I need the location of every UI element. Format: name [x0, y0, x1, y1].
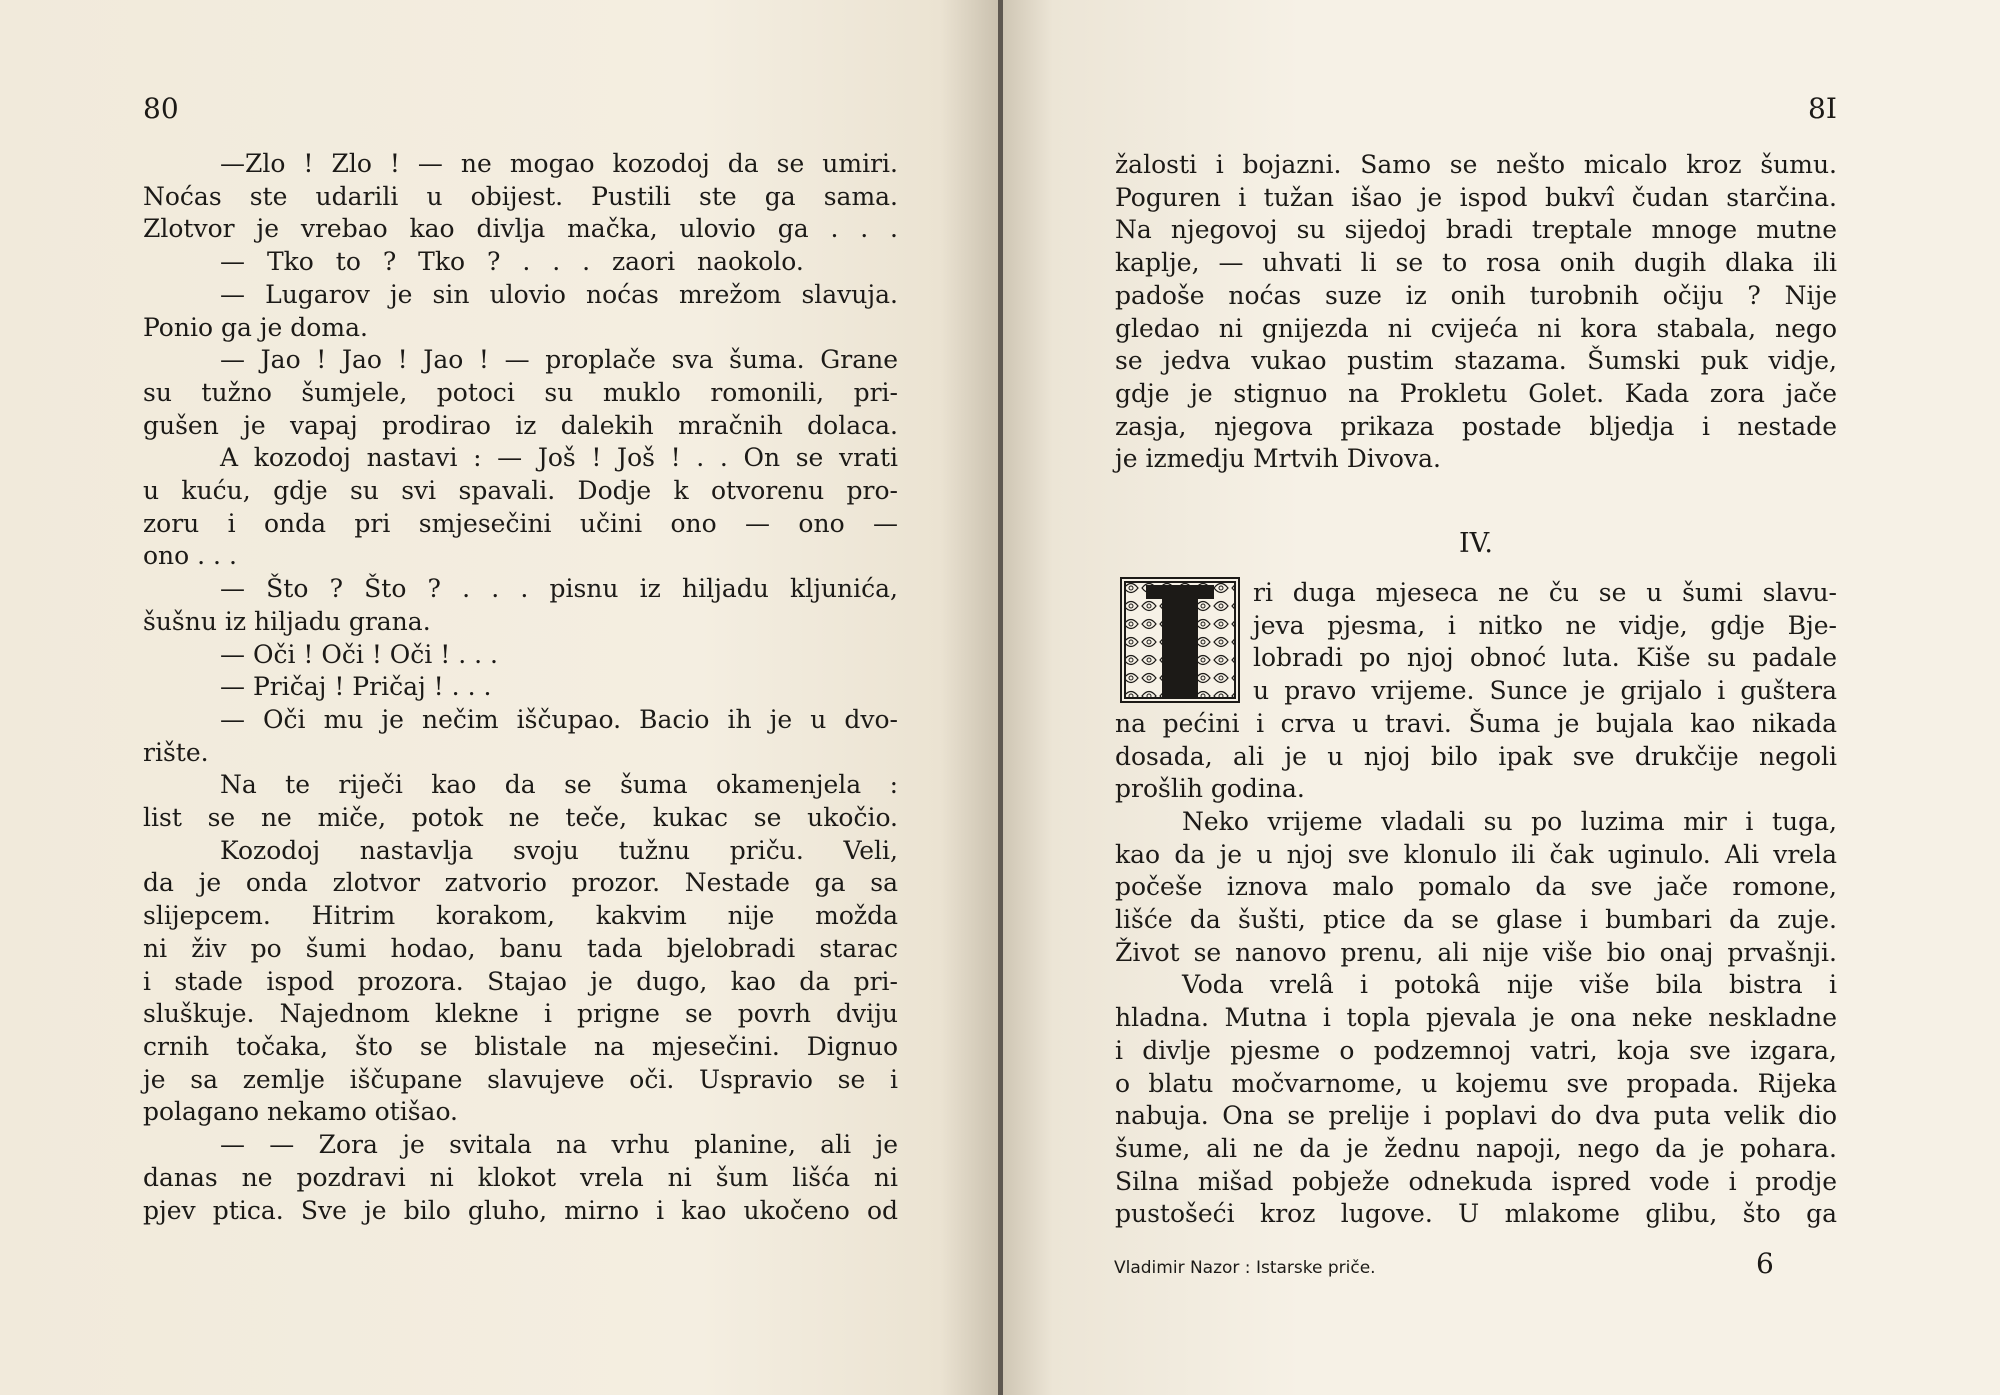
text-line: je sa zemlje iščupane slavujeve oči. Uspravio se i: [143, 1064, 898, 1094]
text-line: — Jao ! Jao ! Jao ! — proplače sva šuma. Grane: [220, 345, 898, 375]
text-line: Na te riječi kao da se šuma okamenjela :: [220, 770, 898, 800]
text-line: —Zlo ! Zlo ! — ne mogao kozodoj da se umiri.: [220, 149, 898, 178]
text-line: Ponio ga je doma.: [143, 312, 368, 342]
text-line: Kozodoj nastavlja svoju tužnu priču. Veli,: [220, 835, 898, 865]
text-line: jeva pjesma, i nitko ne vidje, gdje Bje-: [1253, 610, 1837, 640]
signature-mark: 6: [1756, 1247, 1774, 1280]
text-line: padoše noćas suze iz onih turobnih očiju ? Nije: [1115, 280, 1837, 310]
text-line: kao da je u njoj sve klonulo ili čak uginulo. Ali vrela: [1115, 839, 1837, 869]
text-line: Život se nanovo prenu, ali nije više bio onaj prvašnji.: [1115, 937, 1837, 967]
text-line: — Što ? Što ? . . . pisnu iz hiljadu kljunića,: [220, 574, 898, 604]
text-line: Silna mišad pobježe odnekuda ispred vode i prodje: [1115, 1166, 1837, 1196]
text-line: u pravo vrijeme. Sunce je grijalo i guštera: [1253, 676, 1837, 706]
text-line: i divlje pjesme o podzemnoj vatri, koja sve izgara,: [1115, 1035, 1837, 1065]
text-line: slijepcem. Hitrim korakom, kakvim nije možda: [143, 901, 898, 931]
text-line: Poguren i tužan išao je ispod bukvî čudan starčina.: [1115, 182, 1837, 212]
text-line: šušnu iz hiljadu grana.: [143, 606, 431, 636]
text-line: danas ne pozdravi ni klokot vrela ni šum lišća ni: [143, 1162, 898, 1192]
text-line: pjev ptica. Sve je bilo gluho, mirno i kao ukočeno od: [143, 1195, 898, 1225]
page-number-right: 8I: [1808, 92, 1837, 125]
text-line: nabuja. Ona se prelije i poplavi do dva puta velik dio: [1115, 1101, 1837, 1131]
text-line: u kuću, gdje su svi spavali. Dodje k otvorenu pro-: [143, 476, 898, 506]
text-line: — Oči ! Oči ! Oči ! . . .: [220, 639, 498, 669]
text-line: crnih točaka, što se blistale na mjesečini. Dignuo: [143, 1031, 898, 1061]
text-line: žalosti i bojazni. Samo se nešto micalo kroz šumu.: [1115, 150, 1837, 179]
text-line: Noćas ste udarili u obijest. Pustili ste ga sama.: [143, 181, 898, 211]
text-line: Zlotvor je vrebao kao divlja mačka, ulovio ga . . .: [143, 214, 898, 244]
text-line: lobradi po njoj obnoć luta. Kiše su padale: [1253, 643, 1837, 673]
text-line: se jedva vukao pustim stazama. Šumski puk vidje,: [1115, 346, 1837, 376]
chapter-heading: IV.: [1458, 528, 1494, 559]
text-line: o blatu močvarnome, u kojemu sve propada. Rijeka: [1115, 1068, 1837, 1098]
text-line: prošlih godina.: [1115, 774, 1305, 804]
text-line: — — Zora je svitala na vrhu planine, ali je: [220, 1130, 898, 1160]
text-line: — Tko to ? Tko ? . . . zaori naokolo.: [220, 247, 804, 277]
decorated-initial-letter: [1120, 577, 1240, 703]
text-line: list se ne miče, potok ne teče, kukac se ukočio.: [143, 803, 898, 833]
text-line: polagano nekamo otišao.: [143, 1097, 459, 1127]
text-line: dosada, ali je u njoj bilo ipak sve drukčije negoli: [1115, 741, 1837, 771]
text-line: ono . . .: [143, 541, 237, 571]
text-line: lišće da šušti, ptice da se glase i bumbari da zuje.: [1115, 905, 1837, 935]
text-line: Na njegovoj su sijedoj bradi treptale mnoge mutne: [1115, 215, 1837, 245]
text-line: kaplje, — uhvati li se to rosa onih dugih dlaka ili: [1115, 248, 1837, 278]
left-page-text: [143, 148, 898, 1227]
text-line: zoru i onda pri smjesečini učini ono — ono —: [143, 508, 898, 538]
book-title-footer: Vladimir Nazor : Istarske priče.: [1114, 1258, 1376, 1278]
text-line: ni živ po šumi hodao, banu tada bjelobradi starac: [143, 933, 898, 963]
text-line: počeše iznova malo pomalo da sve jače romone,: [1115, 872, 1837, 902]
text-line: zasja, njegova prikaza postade bljedja i nestade: [1115, 411, 1837, 441]
text-line: gledao ni gnijezda ni cvijeća ni kora stabala, nego: [1115, 313, 1837, 343]
text-line: sluškuje. Najednom klekne i prigne se povrh dviju: [143, 999, 898, 1029]
text-line: Voda vrelâ i potokâ nije više bila bistra i: [1182, 970, 1837, 1000]
text-line: gušen je vapaj prodirao iz dalekih mračnih dolaca.: [143, 410, 898, 440]
text-line: gdje je stignuo na Prokletu Golet. Kada zora jače: [1115, 378, 1837, 408]
text-line: Neko vrijeme vladali su po luzima mir i tuga,: [1182, 806, 1837, 836]
text-line: i stade ispod prozora. Stajao je dugo, kao da pri-: [143, 966, 898, 996]
text-line: hladna. Mutna i topla pjevala je ona neke neskladne: [1115, 1003, 1837, 1033]
page-number-left: 80: [143, 92, 179, 125]
text-line: na pećini i crva u travi. Šuma je bujala kao nikada: [1115, 708, 1837, 738]
text-line: A kozodoj nastavi : — Još ! Još ! . . On se vrati: [220, 443, 898, 473]
text-line: da je onda zlotvor zatvorio prozor. Nestade ga sa: [143, 868, 898, 898]
text-line: — Oči mu je nečim iščupao. Bacio ih je u dvo-: [220, 704, 898, 734]
text-line: su tužno šumjele, potoci su muklo romonili, pri-: [143, 377, 898, 407]
text-line: — Pričaj ! Pričaj ! . . .: [220, 672, 492, 702]
text-line: rište.: [143, 737, 209, 767]
text-line: ri duga mjeseca ne ču se u šumi slavu-: [1253, 578, 1837, 607]
text-line: pustošeći kroz lugove. U mlakome glibu, što ga: [1115, 1199, 1837, 1229]
right-page-text-top: [1115, 149, 1837, 476]
text-line: — Lugarov je sin ulovio noćas mrežom slavuja.: [220, 279, 898, 309]
text-line: je izmedju Mrtvih Divova.: [1115, 444, 1441, 474]
ornament-initial-icon: [1122, 579, 1238, 701]
text-line: šume, ali ne da je žednu napoji, nego da je pohara.: [1115, 1133, 1837, 1163]
